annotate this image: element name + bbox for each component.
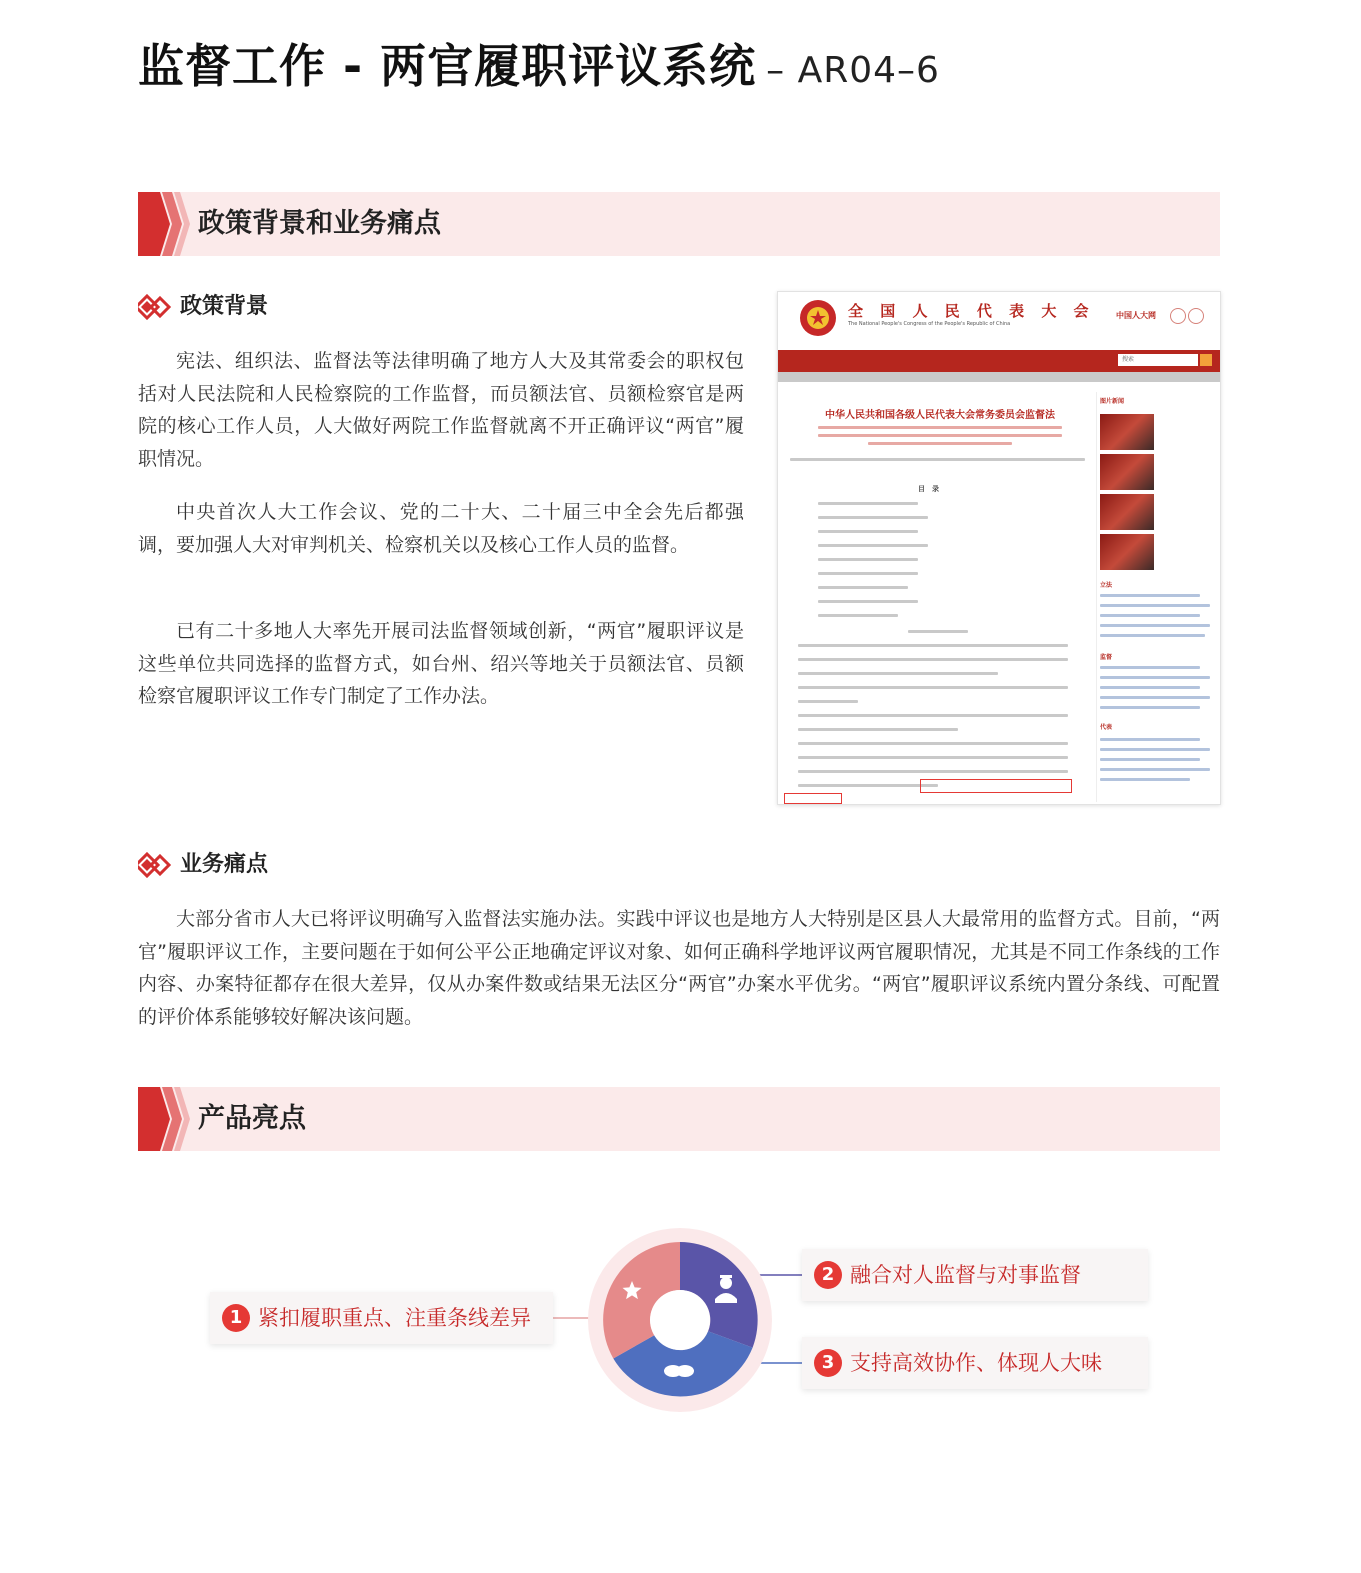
screenshot-link-line bbox=[1100, 676, 1210, 679]
screenshot-link-line bbox=[1100, 666, 1200, 669]
npc-webpage-screenshot bbox=[777, 291, 1221, 805]
screenshot-text-line bbox=[818, 426, 1062, 429]
screenshot-header bbox=[778, 292, 1220, 350]
screenshot-text-line bbox=[868, 442, 1012, 445]
screenshot-toc-line bbox=[818, 586, 908, 589]
screenshot-text-line bbox=[908, 630, 968, 633]
screenshot-text-line bbox=[798, 784, 938, 787]
screenshot-news-photo bbox=[1100, 454, 1154, 490]
chevron-decoration-icon bbox=[138, 1087, 198, 1151]
page-title bbox=[138, 30, 940, 96]
policy-paragraph-3: 已有二十多地人大率先开展司法监督领域创新，“两官”履职评议是这些单位共同选择的监督方式，如台州、绍兴等地关于员额法官、员额检察官履职评议工作专门制定了工作办法。 bbox=[138, 620, 744, 707]
screenshot-article-title: 中华人民共和国各级人民代表大会常务委员会监督法 bbox=[825, 410, 1055, 421]
diamond-bullet-icon bbox=[138, 852, 172, 878]
screenshot-link-line bbox=[1100, 778, 1190, 781]
screenshot-link-line bbox=[1100, 758, 1200, 761]
screenshot-text-line bbox=[798, 756, 1068, 759]
screenshot-highlight-box bbox=[784, 793, 842, 804]
page-title-text: 监督工作 - 两官履职评议系统 bbox=[138, 39, 757, 93]
screenshot-text-line bbox=[798, 728, 958, 731]
screenshot-toc-line bbox=[818, 614, 898, 617]
screenshot-search-label: 搜索 bbox=[1122, 356, 1135, 363]
section-banner-policy bbox=[138, 192, 1220, 256]
screenshot-text-line bbox=[798, 742, 1068, 745]
highlight-item-1 bbox=[210, 1292, 553, 1344]
screenshot-text-line bbox=[798, 770, 1068, 773]
highlight-number: 2 bbox=[814, 1261, 842, 1289]
chevron-decoration-icon bbox=[138, 192, 198, 256]
screenshot-site-title: 全 国 人 民 代 表 大 会 bbox=[848, 302, 1095, 320]
screenshot-toc-line bbox=[818, 572, 918, 575]
screenshot-toc-line bbox=[818, 600, 918, 603]
screenshot-text-line bbox=[798, 700, 858, 703]
screenshot-text-line bbox=[790, 458, 1085, 461]
screenshot-link-line bbox=[1100, 594, 1200, 597]
screenshot-link-line bbox=[1100, 748, 1210, 751]
screenshot-breadcrumb-bar bbox=[778, 372, 1220, 382]
screenshot-toc-line bbox=[818, 516, 928, 519]
screenshot-circle-icon bbox=[1188, 308, 1204, 324]
highlights-donut bbox=[585, 1225, 775, 1415]
screenshot-sidebar-head: 立法 bbox=[1100, 582, 1113, 589]
screenshot-news-photo bbox=[1100, 414, 1154, 450]
pain-paragraph: 大部分省市人大已将评议明确写入监督法实施办法。实践中评议也是地方人大特别是区县人大最常用的监督方式。目前，“两官”履职评议工作，主要问题在于如何公平公正地确定评议对象、如何正确科学地评议两官履职情况，尤其是不同工作条线的工作内容、办案特征都存在很大差异，仅从办案件数或结果无法区分“两官”办案水平优劣。“两官”履职评议系统内置分条线、可配置的评价体系能够较好解决该问题。 bbox=[138, 908, 1220, 1028]
screenshot-link-line bbox=[1100, 738, 1200, 741]
screenshot-news-photo bbox=[1100, 494, 1154, 530]
screenshot-link-line bbox=[1100, 614, 1200, 617]
highlight-label: 支持高效协作、体现人大味 bbox=[850, 1351, 1102, 1375]
highlight-label: 融合对人监督与对事监督 bbox=[850, 1263, 1081, 1287]
policy-paragraph-1: 宪法、组织法、监督法等法律明确了地方人大及其常委会的职权包括对人民法院和人民检察院的工作监督，而员额法官、员额检察官是两院的核心工作人员，人大做好两院工作监督就离不开正确评议“两官”履职情况。 bbox=[138, 350, 744, 470]
screenshot-link-line bbox=[1100, 634, 1205, 637]
highlight-number: 3 bbox=[814, 1349, 842, 1377]
screenshot-nav-bar bbox=[778, 350, 1220, 372]
screenshot-link-line bbox=[1100, 624, 1210, 627]
screenshot-text-line bbox=[798, 658, 1068, 661]
product-highlights-diagram bbox=[0, 1180, 1361, 1440]
screenshot-text-line bbox=[798, 714, 1068, 717]
screenshot-highlight-box bbox=[920, 779, 1072, 793]
policy-paragraph-2: 中央首次人大工作会议、党的二十大、二十届三中全会先后都强调，要加强人大对审判机关、检察机关以及核心工作人员的监督。 bbox=[138, 501, 744, 556]
screenshot-text-line bbox=[798, 686, 1068, 689]
screenshot-link-line bbox=[1100, 696, 1210, 699]
screenshot-link-line bbox=[1100, 686, 1200, 689]
screenshot-news-photo bbox=[1100, 534, 1154, 570]
screenshot-sidebar-head: 监督 bbox=[1100, 654, 1113, 661]
screenshot-brand: 中国人大网 bbox=[1116, 311, 1156, 320]
screenshot-site-subtitle: The National People's Congress of the People's Republic of China bbox=[848, 321, 1011, 327]
screenshot-toc-label: 目 录 bbox=[918, 485, 939, 493]
screenshot-sidebar-head: 代表 bbox=[1100, 724, 1113, 731]
screenshot-toc-line bbox=[818, 558, 918, 561]
highlight-item-3 bbox=[802, 1337, 1148, 1389]
diamond-bullet-icon bbox=[138, 294, 172, 320]
screenshot-toc-line bbox=[818, 530, 918, 533]
page-code: – AR04–6 bbox=[766, 50, 940, 91]
screenshot-link-line bbox=[1100, 604, 1210, 607]
screenshot-circle-icon bbox=[1170, 308, 1186, 324]
national-emblem-icon bbox=[798, 298, 838, 338]
section-title: 政策背景和业务痛点 bbox=[198, 208, 441, 239]
subhead-label: 业务痛点 bbox=[180, 852, 269, 877]
highlight-number: 1 bbox=[222, 1304, 250, 1332]
screenshot-toc-line bbox=[818, 502, 918, 505]
highlight-item-2 bbox=[802, 1249, 1148, 1301]
screenshot-search-icon bbox=[1200, 354, 1212, 366]
highlight-label: 紧扣履职重点、注重条线差异 bbox=[258, 1306, 531, 1330]
screenshot-text-line bbox=[798, 672, 998, 675]
screenshot-text-line bbox=[798, 644, 1068, 647]
section-banner-highlights bbox=[138, 1087, 1220, 1151]
screenshot-link-line bbox=[1100, 706, 1200, 709]
screenshot-sidebar-head: 图片新闻 bbox=[1100, 398, 1125, 405]
handshake-icon bbox=[664, 1365, 694, 1377]
screenshot-toc-line bbox=[818, 544, 928, 547]
screenshot-text-line bbox=[818, 434, 1062, 437]
section-title: 产品亮点 bbox=[198, 1103, 306, 1134]
subhead-label: 政策背景 bbox=[180, 294, 269, 319]
screenshot-link-line bbox=[1100, 768, 1210, 771]
